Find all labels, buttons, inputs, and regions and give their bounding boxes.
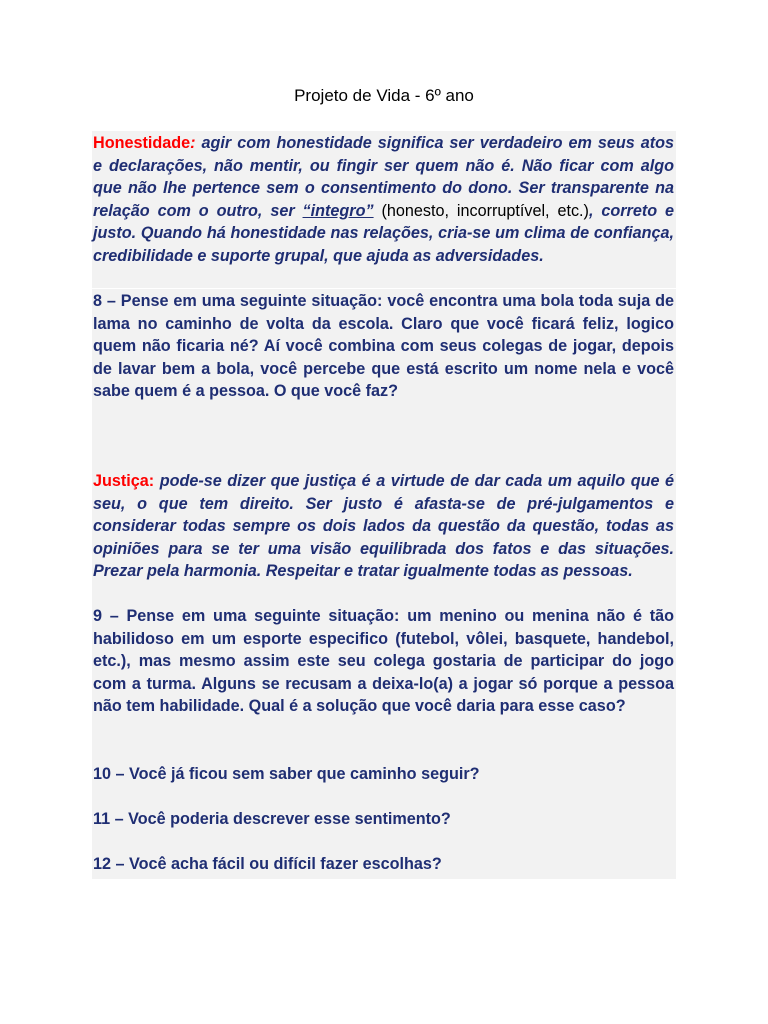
question-9: 9 – Pense em uma seguinte situação: um menino ou menina não é tão habilidoso em um esporte especifico (futebol, vôlei, basquete, handebol, etc.), mas mesmo assim este seu colega gostaria de participar do jogo com a turma. Alguns se recusam a deixa-lo(a) a jogar só porque a pessoa não tem habilidade. Qual é a solução que você daria para esse caso?: [93, 607, 674, 715]
paragraph-justica: [93, 470, 674, 583]
honestidade-text-a: agir com honestidade significa ser verdadeiro em seus atos e declarações, não mentir, ou fingir ser quem não é. Não ficar com algo que não lhe pertence sem o consentimento do dono. Ser transparente na relação com o outro, ser: [93, 134, 674, 220]
honestidade-label: Honestidade: [93, 134, 191, 152]
honestidade-text-c: , correto e justo. Quando há honestidade nas relações, cria-se um clima de confiança, credibilidade e suporte grupal, que ajuda as adversidades.: [93, 201, 675, 265]
justica-label: Justiça:: [93, 472, 155, 490]
page-title: Projeto de Vida - 6º ano: [294, 86, 474, 105]
question-8: 8 – Pense em uma seguinte situação: você encontra uma bola toda suja de lama no caminho de volta da escola. Claro que você ficará feliz, logico quem não ficaria né? Aí você combina com seus colegas de jogar, depois de lavar bem a bola, você percebe que está escrito um nome nela e você sabe quem é a pessoa. O que você faz?: [93, 292, 674, 400]
question-12: 12 – Você acha fácil ou difícil fazer escolhas?: [93, 855, 442, 873]
honestidade-colon: :: [190, 134, 196, 152]
justica-text: pode-se dizer que justiça é a virtude de dar cada um aquilo que é seu, o que tem direito. Ser justo é afasta-se de pré-julgamentos e considerar todas sempre os dois lados da questão da questão, todas as opiniões para se ter uma visão equilibrada dos fatos e das situações. Prezar pela harmonia. Respeitar e tratar igualmente todas as pessoas.: [93, 472, 674, 580]
question-11: 11 – Você poderia descrever esse sentimento?: [93, 810, 451, 828]
honestidade-paren-text: honesto, incorruptível, etc.): [386, 201, 589, 220]
paragraph-honestidade: [93, 132, 674, 267]
honestidade-term: “integro”: [302, 201, 374, 220]
honestidade-paren-open: (: [373, 201, 387, 220]
question-10: 10 – Você já ficou sem saber que caminho seguir?: [93, 765, 480, 783]
